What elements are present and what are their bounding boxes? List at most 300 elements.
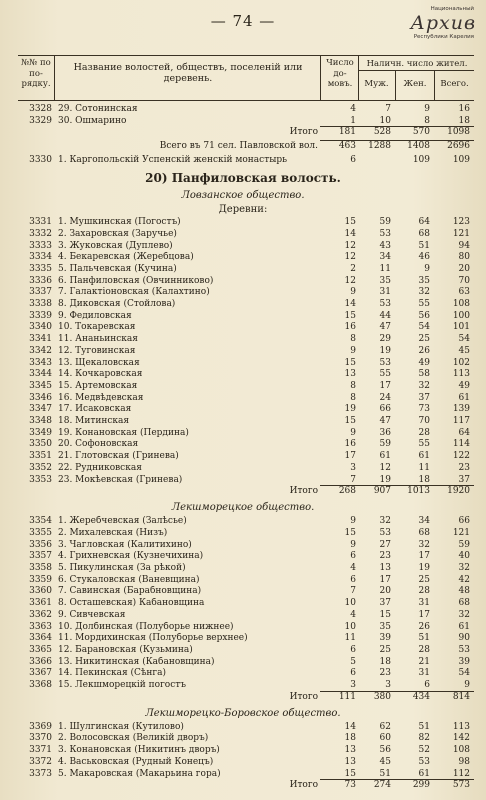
female-count: 68 (418, 527, 430, 538)
total-count: 114 (452, 439, 470, 450)
row-number: 3339 (29, 310, 52, 321)
female-count: 25 (418, 334, 430, 345)
male-count: 55 (379, 369, 391, 380)
male-count: 3 (385, 680, 391, 690)
table-row (0, 622, 486, 634)
table-row (0, 155, 486, 167)
female-count: 19 (418, 563, 430, 573)
society-heading: Ловзанское общество. (181, 190, 305, 202)
table-row (0, 416, 486, 428)
row-number: 3359 (29, 574, 52, 585)
total-label: Итого (289, 127, 318, 138)
page-number: — 74 — (210, 12, 276, 30)
total-count: 61 (458, 621, 470, 632)
total-count: 113 (452, 369, 470, 380)
total-count: 18 (458, 115, 470, 126)
male-count: 35 (379, 621, 391, 632)
settlement-name: 4. Васьковская (Рудный Конецъ) (58, 756, 214, 767)
row-number: 3347 (29, 404, 52, 415)
houses-count: 463 (338, 141, 356, 152)
row-number: 3365 (29, 644, 52, 655)
header-col-m: Муж. (364, 79, 389, 89)
female-count: 32 (418, 380, 430, 391)
houses-count: 6 (350, 668, 356, 679)
houses-count: 15 (344, 768, 356, 779)
header-col-total: Всего. (440, 79, 469, 89)
table-row (0, 346, 486, 358)
table-row (0, 722, 486, 734)
houses-count: 15 (344, 357, 356, 368)
houses-count: 12 (344, 275, 356, 286)
row-number: 3346 (29, 392, 52, 403)
houses-count: 9 (350, 287, 356, 298)
female-count: 34 (418, 516, 430, 527)
table-row (0, 217, 486, 229)
houses-count: 6 (350, 155, 356, 166)
female-count: 55 (418, 299, 430, 309)
settlement-name: 8. Диковская (Стойлова) (58, 299, 176, 309)
male-count: 53 (379, 357, 391, 368)
table-row (0, 551, 486, 563)
female-count: 31 (418, 668, 430, 679)
row-number: 3357 (29, 551, 52, 562)
row-number: 3349 (29, 427, 52, 438)
houses-count: 12 (344, 240, 356, 251)
total-count: 100 (452, 310, 470, 321)
table-row (0, 463, 486, 475)
total-count: 42 (458, 574, 470, 585)
row-number: 3338 (29, 299, 52, 309)
houses-count: 1 (350, 115, 356, 126)
total-count: 39 (458, 656, 470, 667)
male-count: 17 (379, 574, 391, 585)
header-pop-rule (358, 70, 474, 71)
table-row (0, 264, 486, 276)
settlement-name: 10. Токаревская (58, 322, 136, 333)
houses-count: 15 (344, 527, 356, 538)
header-col-houses: Число до-мовъ. (326, 58, 354, 89)
female-count: 51 (418, 721, 430, 732)
settlement-name: 10. Долбинская (Полуборье нижнее) (58, 621, 234, 632)
total-count: 573 (452, 780, 470, 791)
male-count: 32 (379, 516, 391, 527)
row-number: 3366 (29, 656, 52, 667)
row-number: 3368 (29, 680, 52, 690)
female-count: 53 (418, 756, 430, 767)
row-number: 3352 (29, 462, 52, 473)
row-number: 3370 (29, 733, 52, 744)
total-count: 80 (458, 252, 470, 263)
settlement-name: 12. Туговинская (58, 345, 136, 356)
settlement-name: 30. Ошмарино (58, 115, 127, 126)
table-row (0, 428, 486, 440)
female-count: 434 (412, 691, 430, 702)
section-title: 20) Панфиловская волость. (145, 171, 341, 186)
total-count: 66 (458, 516, 470, 527)
male-count: 35 (379, 275, 391, 286)
table-row (0, 516, 486, 528)
houses-count: 4 (350, 563, 356, 573)
row-number: 3360 (29, 586, 52, 597)
female-count: 51 (418, 240, 430, 251)
table-row (0, 322, 486, 334)
settlement-name: 2. Захаровская (Заручье) (58, 228, 177, 239)
table-row (0, 334, 486, 346)
female-count: 26 (418, 621, 430, 632)
male-count: 51 (379, 768, 391, 779)
total-count: 16 (458, 104, 470, 114)
male-count: 62 (379, 721, 391, 732)
row-number: 3342 (29, 345, 52, 356)
female-count: 299 (412, 780, 430, 791)
total-label: Всего въ 71 сел. Павловской вол. (159, 141, 318, 152)
male-count: 43 (379, 240, 391, 251)
female-count: 28 (418, 586, 430, 597)
male-count: 1288 (368, 141, 391, 152)
female-count: 64 (418, 217, 430, 228)
female-count: 9 (424, 104, 430, 114)
row-number: 3355 (29, 527, 52, 538)
settlement-name: 23. Мокѣевская (Гринева) (58, 474, 183, 485)
houses-count: 15 (344, 416, 356, 426)
male-count: 12 (379, 462, 391, 473)
settlement-name: 14. Кочкаровская (58, 369, 143, 380)
total-row (0, 780, 486, 792)
total-count: 40 (458, 551, 470, 562)
settlement-name: 19. Конановская (Пердина) (58, 427, 189, 438)
male-count: 45 (379, 756, 391, 767)
houses-count: 6 (350, 574, 356, 585)
total-label: Итого (289, 486, 318, 497)
row-number: 3364 (29, 633, 52, 644)
row-number: 3341 (29, 334, 52, 345)
female-count: 49 (418, 357, 430, 368)
houses-count: 9 (350, 345, 356, 356)
row-number: 3331 (29, 217, 52, 228)
row-number: 3353 (29, 474, 52, 485)
table-row (0, 369, 486, 381)
row-number: 3350 (29, 439, 52, 450)
total-count: 37 (458, 474, 470, 485)
total-count: 108 (452, 299, 470, 309)
table-row (0, 733, 486, 745)
male-count: 53 (379, 299, 391, 309)
settlement-name: 13. Никитинская (Кабановщина) (58, 656, 215, 667)
female-count: 26 (418, 345, 430, 356)
header-vline (358, 55, 359, 101)
houses-count: 15 (344, 310, 356, 321)
female-count: 11 (418, 462, 430, 473)
table-row (0, 311, 486, 323)
female-count: 73 (418, 404, 430, 415)
male-count: 20 (379, 586, 391, 597)
total-count: 9 (464, 680, 470, 690)
header-top-rule (18, 55, 474, 56)
houses-count: 14 (344, 299, 356, 309)
settlement-name: 7. Савинская (Барабновщина) (58, 586, 202, 597)
female-count: 61 (418, 768, 430, 779)
settlement-name: 4. Грихневская (Кузнечихина) (58, 551, 204, 562)
total-count: 102 (452, 357, 470, 368)
female-count: 8 (424, 115, 430, 126)
settlement-name: 3. Чагловская (Калитихино) (58, 539, 192, 550)
society-heading: Лекшморецко-Боровское общество. (145, 707, 341, 719)
table-row (0, 299, 486, 311)
table-row (0, 358, 486, 370)
settlement-name: 2. Михалевская (Низъ) (58, 527, 168, 538)
houses-count: 4 (350, 609, 356, 620)
male-count: 44 (379, 310, 391, 321)
houses-count: 7 (350, 586, 356, 597)
total-count: 45 (458, 345, 470, 356)
header-col-f: Жен. (403, 79, 427, 89)
settlement-name: 9. Федиловская (58, 310, 132, 321)
total-count: 90 (458, 633, 470, 644)
row-number: 3344 (29, 369, 52, 380)
female-count: 32 (418, 539, 430, 550)
total-count: 48 (458, 586, 470, 597)
total-count: 122 (452, 451, 470, 462)
male-count: 13 (379, 563, 391, 573)
total-count: 98 (458, 756, 470, 767)
row-number: 3334 (29, 252, 52, 263)
table-row (0, 252, 486, 264)
settlement-name: 11. Мордихинская (Полуборье верхнее) (58, 633, 248, 644)
male-count: 60 (379, 733, 391, 744)
table-row (0, 757, 486, 769)
total-label: Итого (289, 780, 318, 791)
houses-count: 5 (350, 656, 356, 667)
table-row (0, 404, 486, 416)
female-count: 6 (424, 680, 430, 690)
logo-top-text: Национальный (430, 6, 474, 12)
female-count: 52 (418, 745, 430, 756)
subheading: Деревни: (218, 204, 268, 216)
houses-count: 16 (344, 439, 356, 450)
table-row (0, 745, 486, 757)
table-row (0, 575, 486, 587)
total-count: 112 (452, 768, 470, 779)
settlement-name: 1. Мушкинская (Погостъ) (58, 217, 181, 228)
settlement-name: 8. Осташевская) Кабановщина (58, 598, 205, 609)
settlement-name: 11. Ананьинская (58, 334, 138, 345)
table-row (0, 451, 486, 463)
settlement-name: 12. Барановская (Кузьмина) (58, 644, 193, 655)
total-count: 108 (452, 745, 470, 756)
total-count: 53 (458, 644, 470, 655)
society-heading: Лекшморецкое общество. (171, 502, 315, 514)
total-count: 23 (458, 462, 470, 473)
houses-count: 15 (344, 217, 356, 228)
total-count: 59 (458, 539, 470, 550)
table-row (0, 563, 486, 575)
male-count: 18 (379, 656, 391, 667)
total-count: 94 (458, 240, 470, 251)
male-count: 36 (379, 427, 391, 438)
row-number: 3345 (29, 380, 52, 391)
houses-count: 9 (350, 539, 356, 550)
houses-count: 6 (350, 551, 356, 562)
female-count: 70 (418, 416, 430, 426)
female-count: 55 (418, 439, 430, 450)
houses-count: 6 (350, 644, 356, 655)
male-count: 10 (379, 115, 391, 126)
female-count: 21 (418, 656, 430, 667)
settlement-name: 22. Рудниковская (58, 462, 142, 473)
female-count: 18 (418, 474, 430, 485)
total-count: 814 (452, 691, 470, 702)
houses-count: 16 (344, 322, 356, 333)
female-count: 82 (418, 733, 430, 744)
total-count: 139 (452, 404, 470, 415)
row-number: 3340 (29, 322, 52, 333)
total-count: 109 (452, 155, 470, 166)
settlement-name: 1. Жеребчевская (Залѣсье) (58, 516, 187, 527)
female-count: 28 (418, 427, 430, 438)
total-count: 32 (458, 563, 470, 573)
male-count: 66 (379, 404, 391, 415)
row-number: 3329 (29, 115, 52, 126)
houses-count: 17 (344, 451, 356, 462)
settlement-name: 5. Макаровская (Макарьина гора) (58, 768, 221, 779)
row-number: 3356 (29, 539, 52, 550)
female-count: 17 (418, 551, 430, 562)
total-count: 61 (458, 392, 470, 403)
total-row (0, 486, 486, 498)
female-count: 1013 (407, 486, 430, 497)
settlement-name: 1. Шулгинская (Кутилово) (58, 721, 184, 732)
settlement-name: 6. Панфиловская (Овчинниково) (58, 275, 214, 286)
female-count: 28 (418, 644, 430, 655)
settlement-name: 5. Пикулинская (За рѣкой) (58, 563, 186, 573)
female-count: 68 (418, 228, 430, 239)
total-row (0, 141, 486, 153)
row-number: 3361 (29, 598, 52, 609)
houses-count: 8 (350, 334, 356, 345)
row-number: 3348 (29, 416, 52, 426)
total-count: 49 (458, 380, 470, 391)
table-row (0, 528, 486, 540)
header-vline (54, 55, 55, 101)
row-number: 3371 (29, 745, 52, 756)
female-count: 58 (418, 369, 430, 380)
houses-count: 8 (350, 392, 356, 403)
male-count: 34 (379, 252, 391, 263)
houses-count: 18 (344, 733, 356, 744)
houses-count: 14 (344, 228, 356, 239)
male-count: 61 (379, 451, 391, 462)
table-row (0, 276, 486, 288)
row-number: 3330 (29, 155, 52, 166)
settlement-name: 16. Медвѣдевская (58, 392, 144, 403)
settlement-name: 6. Стукаловская (Ваневщина) (58, 574, 200, 585)
header-col-id: №№ по по-рядку. (21, 58, 51, 89)
female-count: 9 (424, 263, 430, 274)
settlement-name: 14. Пекинская (Сѣнга) (58, 668, 166, 679)
male-count: 53 (379, 228, 391, 239)
table-row (0, 610, 486, 622)
settlement-name: 20. Софоновская (58, 439, 139, 450)
female-count: 109 (412, 155, 430, 166)
header-vline (320, 55, 321, 101)
archive-logo (368, 6, 480, 42)
table-row (0, 287, 486, 299)
male-count: 29 (379, 334, 391, 345)
total-count: 123 (452, 217, 470, 228)
row-number: 3337 (29, 287, 52, 298)
total-count: 63 (458, 287, 470, 298)
female-count: 56 (418, 310, 430, 321)
male-count: 47 (379, 416, 391, 426)
settlement-name: 15. Артемовская (58, 380, 138, 391)
table-row (0, 104, 486, 116)
row-number: 3336 (29, 275, 52, 286)
row-number: 3343 (29, 357, 52, 368)
header-col-name: Название волостей, обществъ, поселеній или деревень. (73, 62, 303, 84)
female-count: 32 (418, 287, 430, 298)
settlement-name: 17. Исаковская (58, 404, 132, 415)
row-number: 3358 (29, 563, 52, 573)
settlement-name: 13. Щекаловская (58, 357, 140, 368)
row-number: 3362 (29, 609, 52, 620)
table-row (0, 668, 486, 680)
settlement-name: 4. Бекаревская (Жеребцова) (58, 252, 194, 263)
settlement-name: 15. Лекшморецкій погостъ (58, 680, 186, 690)
male-count: 31 (379, 287, 391, 298)
male-count: 47 (379, 322, 391, 333)
male-count: 59 (379, 439, 391, 450)
male-count: 19 (379, 474, 391, 485)
total-count: 121 (452, 527, 470, 538)
row-number: 3363 (29, 621, 52, 632)
male-count: 528 (373, 127, 391, 138)
houses-count: 268 (338, 486, 356, 497)
settlement-name: 7. Галактіоновская (Калахтино) (58, 287, 210, 298)
total-count: 142 (452, 733, 470, 744)
male-count: 23 (379, 551, 391, 562)
row-number: 3351 (29, 451, 52, 462)
table-row (0, 393, 486, 405)
female-count: 17 (418, 609, 430, 620)
male-count: 39 (379, 633, 391, 644)
total-row (0, 127, 486, 139)
male-count: 24 (379, 392, 391, 403)
houses-count: 4 (350, 104, 356, 114)
row-number: 3367 (29, 668, 52, 679)
settlement-name: 18. Митинская (58, 416, 130, 426)
houses-count: 13 (344, 369, 356, 380)
settlement-name: 9. Сивчевская (58, 609, 126, 620)
male-count: 380 (373, 691, 391, 702)
row-number: 3332 (29, 228, 52, 239)
total-count: 32 (458, 609, 470, 620)
male-count: 274 (373, 780, 391, 791)
table-row (0, 657, 486, 669)
settlement-name: 5. Пальчевская (Кучина) (58, 263, 177, 274)
header-bottom-rule (18, 100, 474, 101)
houses-count: 111 (338, 691, 356, 702)
table-row (0, 598, 486, 610)
houses-count: 13 (344, 756, 356, 767)
row-number: 3328 (29, 104, 52, 114)
total-label: Итого (289, 691, 318, 702)
female-count: 51 (418, 633, 430, 644)
houses-count: 7 (350, 474, 356, 485)
table-row (0, 633, 486, 645)
male-count: 59 (379, 217, 391, 228)
table-row (0, 381, 486, 393)
houses-count: 9 (350, 516, 356, 527)
